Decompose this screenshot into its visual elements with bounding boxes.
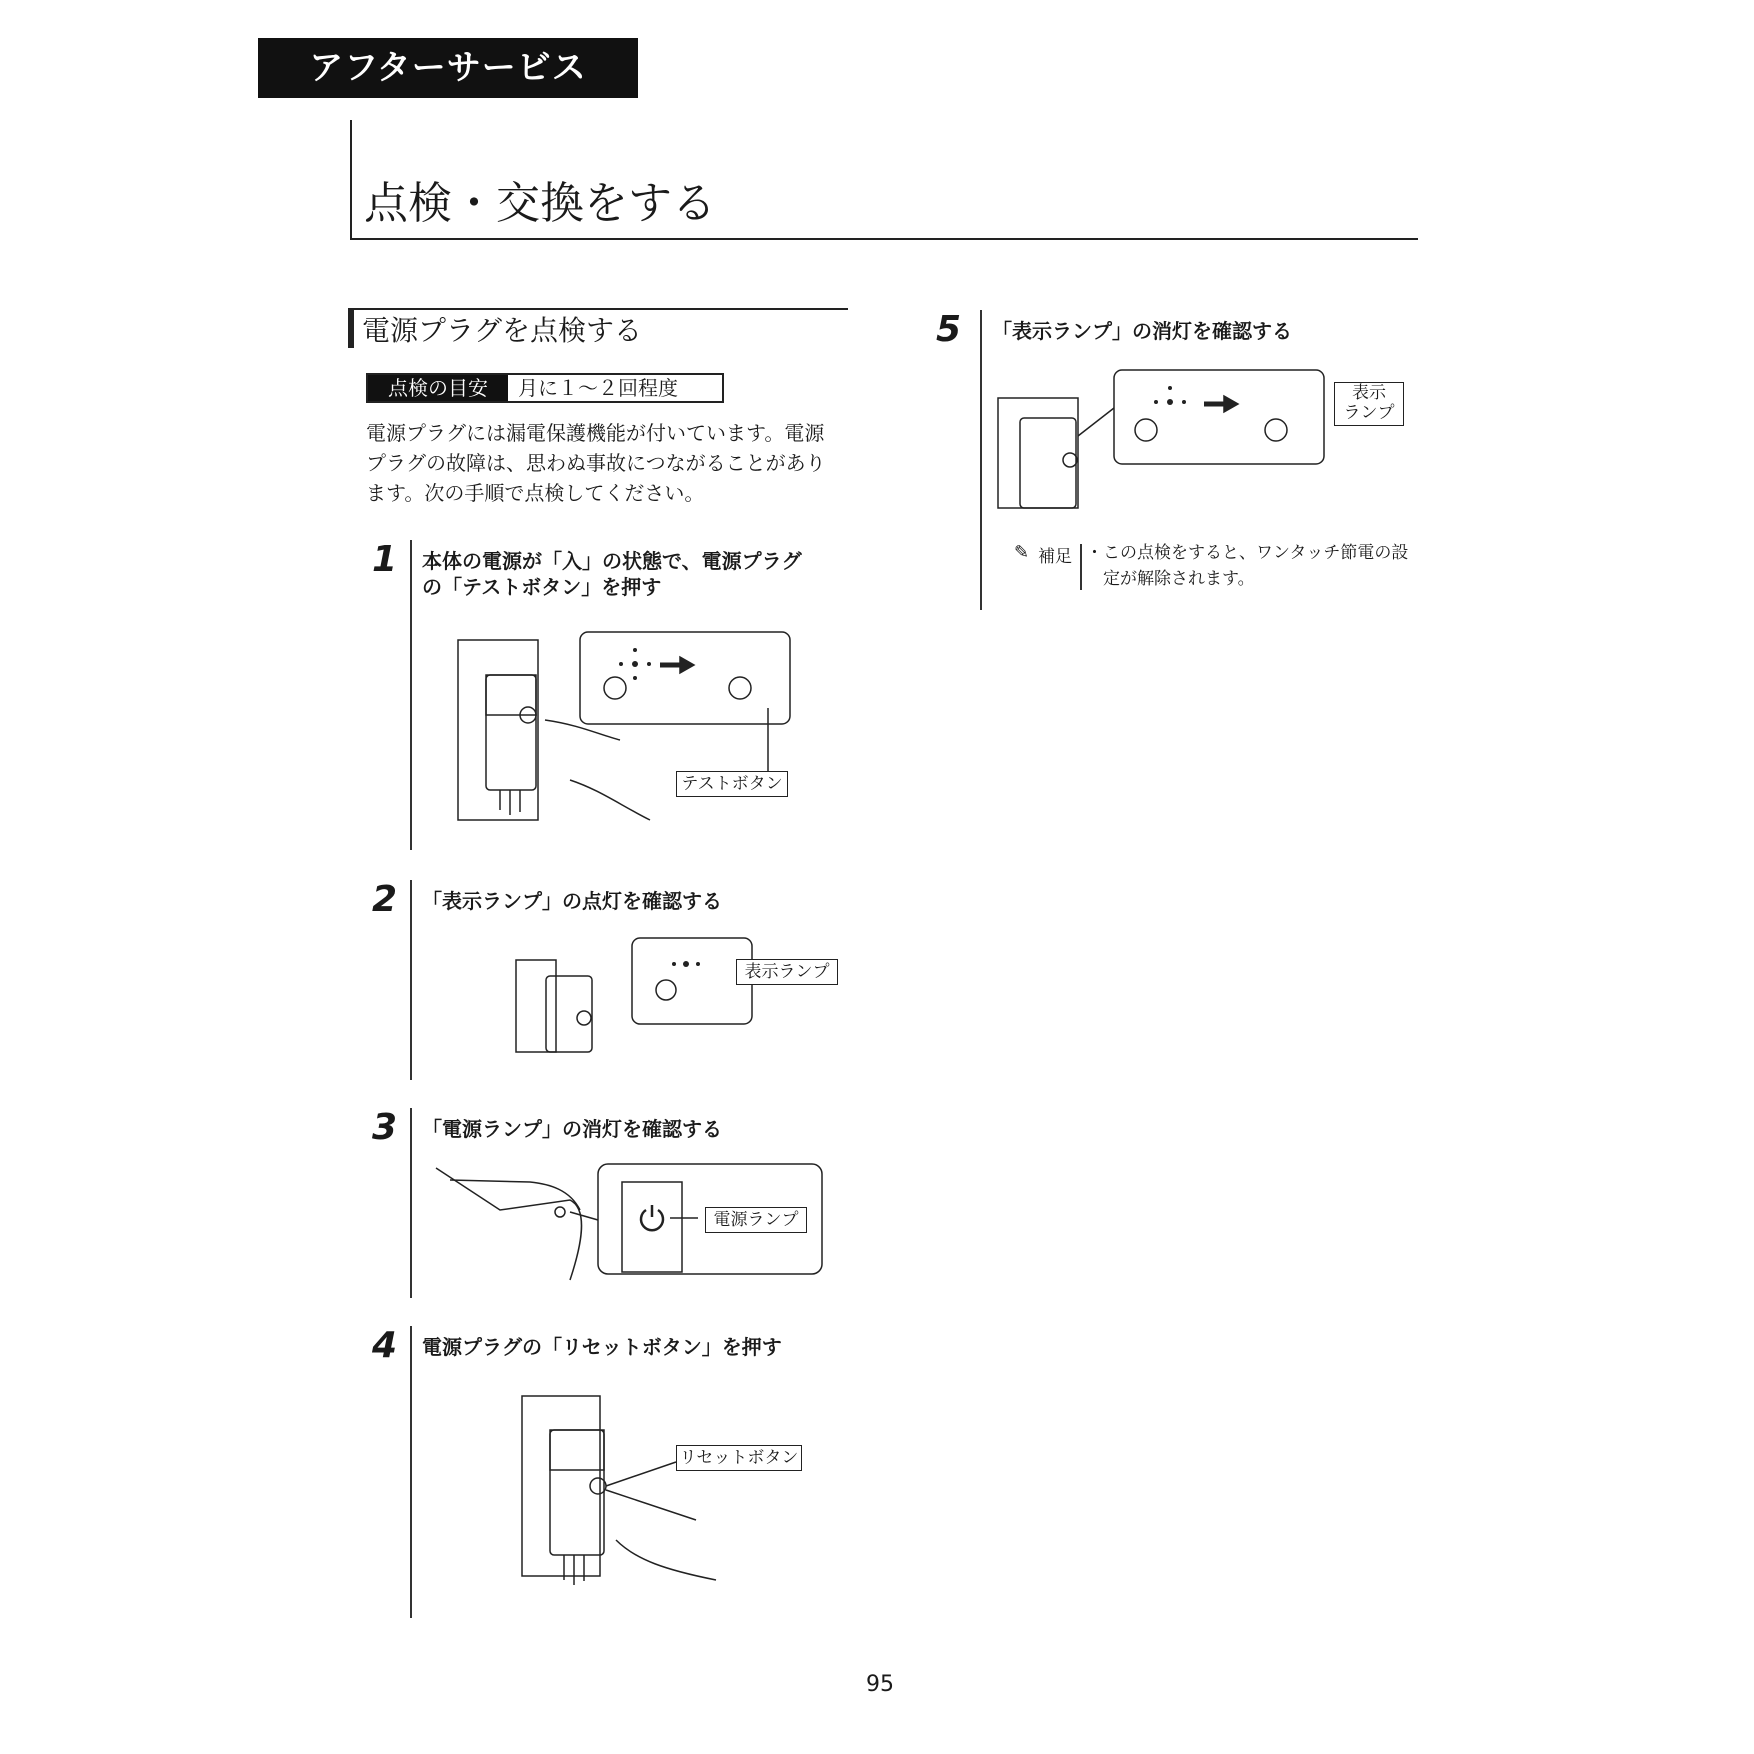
title-rule-horizontal [350, 238, 1418, 240]
step-line: 「表示ランプ」の点灯を確認する [422, 889, 722, 913]
step-number: 1 [372, 539, 398, 580]
intro-line: 電源プラグには漏電保護機能が付いています。電源 [366, 421, 825, 445]
intro-text [366, 418, 852, 508]
test-button-illustration [450, 630, 800, 830]
frequency-label: 点検の目安 [368, 375, 508, 401]
step-rule [410, 540, 412, 850]
step-number: 2 [372, 879, 398, 920]
step-number: 4 [372, 1325, 398, 1366]
step-line: 電源プラグの「リセットボタン」を押す [422, 1335, 782, 1359]
step-rule [410, 1108, 412, 1298]
step-line: 「電源ランプ」の消灯を確認する [422, 1117, 722, 1141]
callout-line: ランプ [1343, 403, 1395, 423]
note-line: ・この点検をすると、ワンタッチ節電の設 [1086, 543, 1409, 563]
step-instruction [992, 318, 1292, 344]
step-instruction [422, 888, 722, 914]
page-number: 95 [866, 1672, 894, 1697]
callout-label: 電源ランプ [705, 1207, 807, 1233]
note-text [1086, 540, 1426, 592]
step-instruction [422, 1334, 782, 1360]
step-line: 本体の電源が「入」の状態で、電源プラグ [422, 549, 802, 573]
step-number: 5 [936, 309, 962, 350]
inspection-frequency [366, 373, 724, 403]
step-rule [410, 1326, 412, 1618]
subsection-rule [348, 308, 848, 310]
step-number: 3 [372, 1107, 398, 1148]
subsection-marker [348, 308, 354, 348]
callout-label: リセットボタン [676, 1445, 802, 1471]
step-line: の「テストボタン」を押す [422, 575, 662, 599]
note-divider [1080, 544, 1082, 590]
step-rule [980, 310, 982, 610]
intro-line: プラグの故障は、思わぬ事故につながることがあり [366, 451, 826, 475]
title-rule-vertical [350, 120, 352, 240]
note-line: 定が解除されます。 [1086, 569, 1255, 589]
callout-label [1334, 382, 1404, 426]
step-line: 「表示ランプ」の消灯を確認する [992, 319, 1292, 343]
pencil-icon: ✎ [1014, 542, 1030, 563]
intro-line: ます。次の手順で点検してください。 [366, 481, 705, 505]
indicator-lamp-off-illustration [994, 368, 1334, 508]
callout-label: テストボタン [676, 771, 788, 797]
reset-button-illustration [516, 1390, 726, 1600]
step-instruction [422, 1116, 722, 1142]
note-label: 補足 [1038, 547, 1072, 567]
callout-label: 表示ランプ [736, 959, 838, 985]
frequency-value: 月に１～２回程度 [518, 376, 678, 400]
indicator-lamp-illustration [510, 936, 760, 1056]
step-rule [410, 880, 412, 1080]
callout-line: 表示 [1352, 383, 1386, 403]
subsection-title: 電源プラグを点検する [362, 314, 643, 347]
page-title: 点検・交換をする [364, 178, 716, 229]
section-tab: アフターサービス [258, 38, 638, 98]
step-instruction [422, 548, 802, 600]
